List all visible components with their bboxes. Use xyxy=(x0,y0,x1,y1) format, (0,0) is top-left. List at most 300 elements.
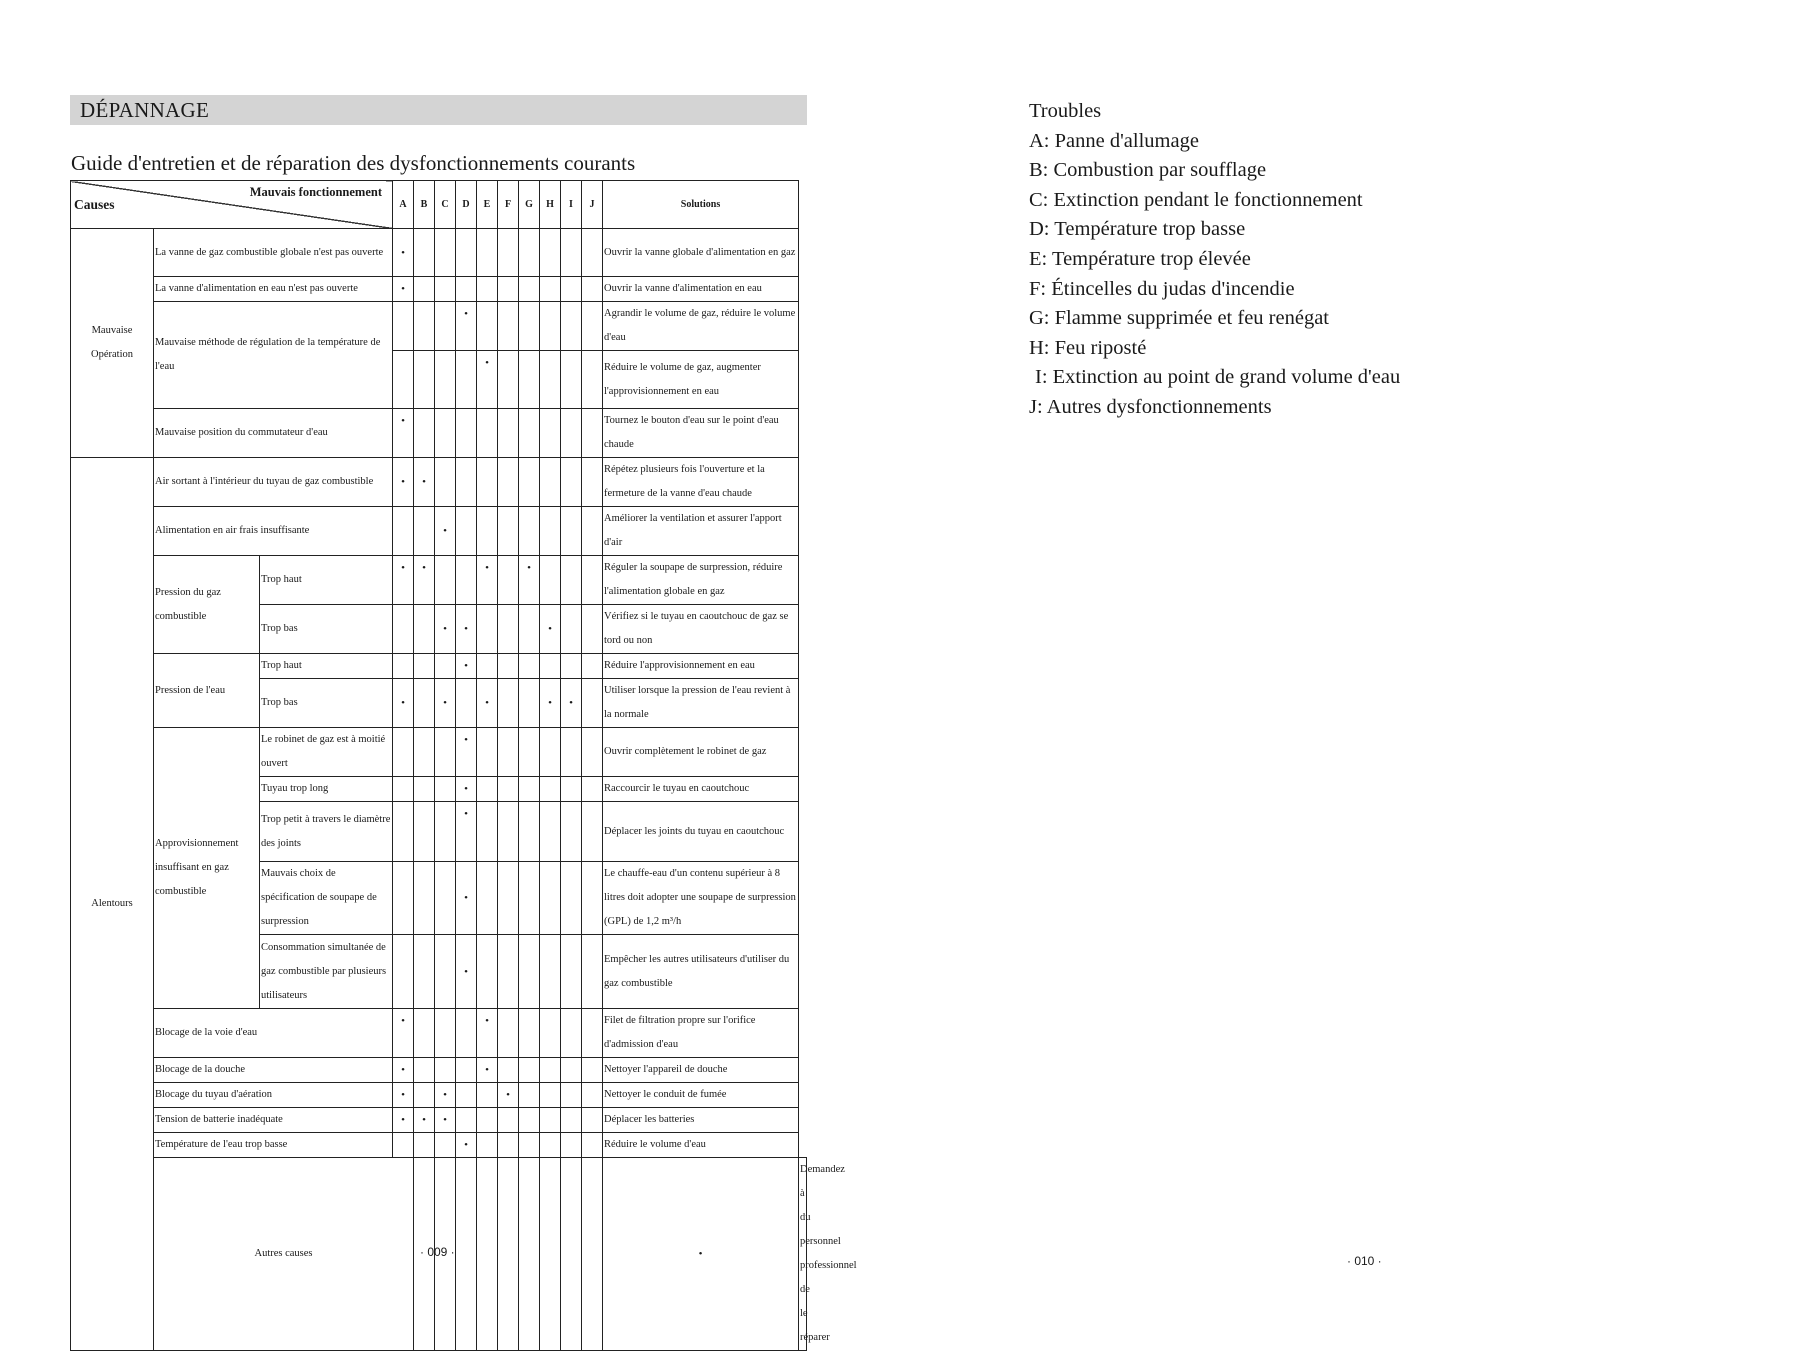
mark-cell-i xyxy=(561,862,582,935)
mark-cell-e xyxy=(477,802,498,862)
mark-cell-i xyxy=(561,802,582,862)
mark-cell-j xyxy=(582,1083,603,1108)
mark-cell-g xyxy=(519,862,540,935)
mark-cell-j: • xyxy=(603,1158,799,1351)
mark-cell-h xyxy=(540,862,561,935)
mark-cell-h xyxy=(540,1009,561,1058)
mark-cell-e xyxy=(498,1158,519,1351)
mark-cell-b: • xyxy=(414,458,435,507)
col-header-d: D xyxy=(456,181,477,229)
solution-cell: Améliorer la ventilation et assurer l'apport d'air xyxy=(603,507,799,556)
solution-cell: Réduire le volume de gaz, augmenter l'approvisionnement en eau xyxy=(603,351,799,409)
mark-cell-b: • xyxy=(414,556,435,605)
mark-cell-h xyxy=(540,777,561,802)
mark-cell-b xyxy=(414,1133,435,1158)
mark-cell-j xyxy=(582,1009,603,1058)
mark-cell-e xyxy=(477,862,498,935)
mark-cell-h xyxy=(540,302,561,351)
mark-cell-d: • xyxy=(456,302,477,351)
right-page xyxy=(900,0,1803,1324)
mark-cell-c: • xyxy=(435,1083,456,1108)
mark-cell-j xyxy=(582,1133,603,1158)
mark-cell-a: • xyxy=(393,556,414,605)
mark-cell-a xyxy=(393,351,414,409)
trouble-item-b: B: Combustion par soufflage xyxy=(1029,159,1267,182)
mark-cell-b xyxy=(414,728,435,777)
mark-cell-a: • xyxy=(393,229,414,277)
mark-cell-d xyxy=(456,1058,477,1083)
table-row xyxy=(71,728,807,777)
mark-cell-e xyxy=(477,777,498,802)
mark-cell-a: • xyxy=(393,1083,414,1108)
trouble-item-g: G: Flamme supprimée et feu renégat xyxy=(1029,307,1329,330)
mark-cell-f xyxy=(498,351,519,409)
mark-cell-c xyxy=(435,458,456,507)
page-number-left: · 009 · xyxy=(420,1245,455,1259)
mark-cell-c xyxy=(435,556,456,605)
mark-cell-j xyxy=(582,409,603,458)
mark-cell-i xyxy=(561,277,582,302)
header-causes: Causes xyxy=(74,197,115,212)
mark-cell-h xyxy=(540,229,561,277)
cause-label: La vanne de gaz combustible globale n'est pas ouverte xyxy=(154,229,393,277)
mark-cell-g xyxy=(519,654,540,679)
mark-cell-g xyxy=(519,1108,540,1133)
table-row xyxy=(71,409,807,458)
cause-label: Mauvaise position du commutateur d'eau xyxy=(154,409,393,458)
mark-cell-f xyxy=(498,556,519,605)
table-row xyxy=(71,1108,807,1133)
mark-cell-e xyxy=(477,1108,498,1133)
mark-cell-i xyxy=(561,351,582,409)
mark-cell-g xyxy=(540,1158,561,1351)
mark-cell-c: • xyxy=(435,605,456,654)
mark-cell-b xyxy=(414,351,435,409)
mark-cell-g xyxy=(519,229,540,277)
mark-cell-g xyxy=(519,728,540,777)
mark-cell-g xyxy=(519,1009,540,1058)
mark-cell-i xyxy=(561,302,582,351)
mark-cell-e: • xyxy=(477,679,498,728)
table-row xyxy=(71,1133,807,1158)
mark-cell-b: • xyxy=(414,1108,435,1133)
mark-cell-a: • xyxy=(393,458,414,507)
mark-cell-d xyxy=(456,1083,477,1108)
mark-cell-i xyxy=(561,1133,582,1158)
solution-cell: Ouvrir complètement le robinet de gaz xyxy=(603,728,799,777)
solution-cell: Nettoyer l'appareil de douche xyxy=(603,1058,799,1083)
mark-cell-f xyxy=(498,302,519,351)
mark-cell-g xyxy=(519,351,540,409)
mark-cell-h: • xyxy=(540,679,561,728)
col-header-e: E xyxy=(477,181,498,229)
mark-cell-a: • xyxy=(393,1058,414,1083)
mark-cell-f xyxy=(498,458,519,507)
mark-cell-g xyxy=(519,507,540,556)
mark-cell-i: • xyxy=(561,679,582,728)
mark-cell-a xyxy=(393,1133,414,1158)
mark-cell-c xyxy=(435,277,456,302)
mark-cell-d xyxy=(456,1108,477,1133)
cause-label: Pression du gaz combustible xyxy=(154,556,260,654)
mark-cell-h xyxy=(540,728,561,777)
trouble-item-c: C: Extinction pendant le fonctionnement xyxy=(1029,188,1363,211)
table-row xyxy=(71,654,807,679)
mark-cell-c xyxy=(435,862,456,935)
mark-cell-c xyxy=(435,1058,456,1083)
mark-cell-g xyxy=(519,802,540,862)
cause-label: Mauvaise méthode de régulation de la température de l'eau xyxy=(154,302,393,409)
mark-cell-f xyxy=(498,777,519,802)
mark-cell-h xyxy=(540,556,561,605)
mark-cell-h xyxy=(540,351,561,409)
table-row xyxy=(71,277,807,302)
solution-cell: Agrandir le volume de gaz, réduire le volume d'eau xyxy=(603,302,799,351)
table-row xyxy=(71,229,807,277)
mark-cell-g xyxy=(519,458,540,507)
mark-cell-c: • xyxy=(435,507,456,556)
mark-cell-i xyxy=(561,507,582,556)
mark-cell-e xyxy=(477,409,498,458)
mark-cell-f: • xyxy=(498,1083,519,1108)
mark-cell-b xyxy=(414,654,435,679)
solution-cell: Tournez le bouton d'eau sur le point d'eau chaude xyxy=(603,409,799,458)
sub-cause-label: Trop bas xyxy=(260,679,393,728)
mark-cell-j xyxy=(582,302,603,351)
mark-cell-e xyxy=(477,654,498,679)
mark-cell-f xyxy=(498,1009,519,1058)
mark-cell-d: • xyxy=(456,862,477,935)
mark-cell-j xyxy=(582,351,603,409)
mark-cell-a xyxy=(393,302,414,351)
sub-cause-label: Consommation simultanée de gaz combustible par plusieurs utilisateurs xyxy=(260,935,393,1009)
mark-cell-c xyxy=(435,229,456,277)
trouble-item-e: E: Température trop élevée xyxy=(1029,247,1251,270)
left-page xyxy=(0,0,900,1343)
group-mauvaise-operation: Mauvaise Opération xyxy=(71,229,154,458)
mark-cell-d xyxy=(456,409,477,458)
mark-cell-g xyxy=(519,679,540,728)
mark-cell-e: • xyxy=(477,351,498,409)
mark-cell-i xyxy=(561,605,582,654)
mark-cell-g xyxy=(519,302,540,351)
troubles-legend xyxy=(1029,97,1400,423)
mark-cell-e xyxy=(477,458,498,507)
mark-cell-g xyxy=(519,605,540,654)
mark-cell-h xyxy=(540,458,561,507)
solution-cell: Nettoyer le conduit de fumée xyxy=(603,1083,799,1108)
mark-cell-d: • xyxy=(456,802,477,862)
mark-cell-a xyxy=(393,605,414,654)
mark-cell-f xyxy=(498,935,519,1009)
table-header-row xyxy=(71,181,807,229)
sub-cause-label: Trop bas xyxy=(260,605,393,654)
mark-cell-b xyxy=(414,229,435,277)
mark-cell-g xyxy=(519,1133,540,1158)
mark-cell-j xyxy=(582,654,603,679)
mark-cell-h xyxy=(540,1058,561,1083)
sub-cause-label: Tuyau trop long xyxy=(260,777,393,802)
col-header-j: J xyxy=(582,181,603,229)
mark-cell-h xyxy=(540,802,561,862)
cause-label: Tension de batterie inadéquate xyxy=(154,1108,393,1133)
mark-cell-j xyxy=(582,458,603,507)
mark-cell-e: • xyxy=(477,556,498,605)
cause-label: Approvisionnement insuffisant en gaz combustible xyxy=(154,728,260,1009)
col-header-b: B xyxy=(414,181,435,229)
mark-cell-e xyxy=(477,302,498,351)
mark-cell-a xyxy=(393,728,414,777)
col-header-c: C xyxy=(435,181,456,229)
mark-cell-f xyxy=(498,277,519,302)
col-header-g: G xyxy=(519,181,540,229)
page-number-right: · 010 · xyxy=(1347,1254,1382,1268)
mark-cell-a xyxy=(393,935,414,1009)
mark-cell-j xyxy=(582,1058,603,1083)
mark-cell-h xyxy=(540,935,561,1009)
mark-cell-e xyxy=(477,605,498,654)
mark-cell-j xyxy=(582,507,603,556)
mark-cell-d xyxy=(456,229,477,277)
mark-cell-g xyxy=(519,777,540,802)
table-row xyxy=(71,1083,807,1108)
header-malfunction: Mauvais fonctionnement xyxy=(249,185,382,199)
mark-cell-e xyxy=(477,277,498,302)
mark-cell-i xyxy=(561,1058,582,1083)
mark-cell-c xyxy=(435,409,456,458)
troubles-heading: Troubles xyxy=(1029,100,1102,122)
col-header-a: A xyxy=(393,181,414,229)
mark-cell-e: • xyxy=(477,1058,498,1083)
mark-cell-e: • xyxy=(477,1009,498,1058)
mark-cell-c xyxy=(435,351,456,409)
mark-cell-c xyxy=(435,935,456,1009)
mark-cell-b xyxy=(414,507,435,556)
mark-cell-b xyxy=(414,935,435,1009)
table-row xyxy=(71,458,807,507)
solution-cell: Utiliser lorsque la pression de l'eau revient à la normale xyxy=(603,679,799,728)
header-diagonal-cell xyxy=(71,181,393,229)
mark-cell-a: • xyxy=(393,1009,414,1058)
solution-cell: Répétez plusieurs fois l'ouverture et la fermeture de la vanne d'eau chaude xyxy=(603,458,799,507)
mark-cell-i xyxy=(561,728,582,777)
table-row xyxy=(71,1058,807,1083)
sub-cause-label: Trop haut xyxy=(260,556,393,605)
mark-cell-e xyxy=(477,1133,498,1158)
solution-cell: Filet de filtration propre sur l'orifice d'admission d'eau xyxy=(603,1009,799,1058)
solution-cell: Le chauffe-eau d'un contenu supérieur à 8 litres doit adopter une soupape de surpression (GPL) de 1,2 m³/h xyxy=(603,862,799,935)
mark-cell-h xyxy=(540,1133,561,1158)
solution-cell: Ouvrir la vanne globale d'alimentation en gaz xyxy=(603,229,799,277)
table-row xyxy=(71,507,807,556)
trouble-item-d: D: Température trop basse xyxy=(1029,218,1246,241)
group-autres-causes: Autres causes xyxy=(154,1158,414,1351)
cause-label: Pression de l'eau xyxy=(154,654,260,728)
mark-cell-d: • xyxy=(456,654,477,679)
mark-cell-i xyxy=(561,654,582,679)
mark-cell-f xyxy=(519,1158,540,1351)
col-header-i: I xyxy=(561,181,582,229)
mark-cell-d xyxy=(456,507,477,556)
mark-cell-i xyxy=(561,1108,582,1133)
mark-cell-d xyxy=(456,458,477,507)
mark-cell-b xyxy=(414,802,435,862)
mark-cell-d: • xyxy=(456,935,477,1009)
solution-cell: Réduire le volume d'eau xyxy=(603,1133,799,1158)
mark-cell-f xyxy=(498,728,519,777)
mark-cell-f xyxy=(498,1058,519,1083)
mark-cell-a xyxy=(393,777,414,802)
solution-cell: Réguler la soupape de surpression, réduire l'alimentation globale en gaz xyxy=(603,556,799,605)
cause-label: La vanne d'alimentation en eau n'est pas ouverte xyxy=(154,277,393,302)
mark-cell-c xyxy=(435,728,456,777)
mark-cell-b xyxy=(414,679,435,728)
mark-cell-f xyxy=(498,1108,519,1133)
cause-label: Alimentation en air frais insuffisante xyxy=(154,507,393,556)
cause-label: Blocage de la douche xyxy=(154,1058,393,1083)
mark-cell-d xyxy=(456,556,477,605)
trouble-item-h: H: Feu riposté xyxy=(1029,336,1147,359)
mark-cell-h xyxy=(561,1158,582,1351)
section-heading: DÉPANNAGE xyxy=(70,95,807,125)
mark-cell-d: • xyxy=(456,605,477,654)
mark-cell-j xyxy=(582,728,603,777)
mark-cell-c xyxy=(435,777,456,802)
mark-cell-j xyxy=(582,229,603,277)
mark-cell-f xyxy=(498,1133,519,1158)
cause-label: Air sortant à l'intérieur du tuyau de gaz combustible xyxy=(154,458,393,507)
mark-cell-b xyxy=(414,409,435,458)
mark-cell-b xyxy=(414,1058,435,1083)
mark-cell-e xyxy=(477,1083,498,1108)
group-alentours: Alentours xyxy=(71,458,154,1351)
mark-cell-j xyxy=(582,777,603,802)
mark-cell-d xyxy=(456,277,477,302)
cause-label: Température de l'eau trop basse xyxy=(154,1133,393,1158)
solution-cell: Déplacer les joints du tuyau en caoutchouc xyxy=(603,802,799,862)
table-row xyxy=(71,1009,807,1058)
mark-cell-c xyxy=(435,1133,456,1158)
solution-cell: Empêcher les autres utilisateurs d'utiliser du gaz combustible xyxy=(603,935,799,1009)
mark-cell-i xyxy=(561,409,582,458)
mark-cell-f xyxy=(498,507,519,556)
col-header-h: H xyxy=(540,181,561,229)
sub-cause-label: Trop petit à travers le diamètre des joints xyxy=(260,802,393,862)
trouble-item-f: F: Étincelles du judas d'incendie xyxy=(1029,277,1295,300)
mark-cell-a: • xyxy=(393,679,414,728)
mark-cell-g xyxy=(519,277,540,302)
mark-cell-b xyxy=(414,1009,435,1058)
mark-cell-j xyxy=(582,556,603,605)
mark-cell-f xyxy=(498,229,519,277)
mark-cell-c xyxy=(435,1009,456,1058)
mark-cell-c: • xyxy=(435,1108,456,1133)
mark-cell-j xyxy=(582,935,603,1009)
mark-cell-j xyxy=(582,277,603,302)
mark-cell-h xyxy=(540,654,561,679)
mark-cell-b xyxy=(414,277,435,302)
mark-cell-d xyxy=(456,351,477,409)
mark-cell-e xyxy=(477,935,498,1009)
mark-cell-f xyxy=(498,605,519,654)
mark-cell-a: • xyxy=(393,409,414,458)
mark-cell-a xyxy=(393,802,414,862)
mark-cell-f xyxy=(498,409,519,458)
mark-cell-d: • xyxy=(456,728,477,777)
mark-cell-f xyxy=(498,679,519,728)
solution-cell: Raccourcir le tuyau en caoutchouc xyxy=(603,777,799,802)
mark-cell-j xyxy=(582,605,603,654)
col-header-solutions: Solutions xyxy=(603,181,799,229)
mark-cell-d: • xyxy=(456,777,477,802)
mark-cell-j xyxy=(582,679,603,728)
mark-cell-c xyxy=(435,302,456,351)
mark-cell-j xyxy=(582,802,603,862)
mark-cell-i xyxy=(561,229,582,277)
trouble-item-j: J: Autres dysfonctionnements xyxy=(1029,395,1272,418)
mark-cell-i xyxy=(561,556,582,605)
mark-cell-h xyxy=(540,1083,561,1108)
troubleshooting-table xyxy=(70,180,857,1351)
cause-label: Blocage du tuyau d'aération xyxy=(154,1083,393,1108)
mark-cell-h: • xyxy=(540,605,561,654)
mark-cell-j xyxy=(582,862,603,935)
trouble-item-a: A: Panne d'allumage xyxy=(1029,129,1199,152)
mark-cell-g xyxy=(519,1058,540,1083)
mark-cell-e xyxy=(477,728,498,777)
mark-cell-d xyxy=(477,1158,498,1351)
mark-cell-b xyxy=(414,605,435,654)
mark-cell-e xyxy=(477,229,498,277)
solution-cell: Ouvrir la vanne d'alimentation en eau xyxy=(603,277,799,302)
mark-cell-b xyxy=(414,302,435,351)
guide-title: Guide d'entretien et de réparation des dysfonctionnements courants xyxy=(71,151,636,175)
mark-cell-g xyxy=(519,409,540,458)
mark-cell-c xyxy=(435,802,456,862)
mark-cell-d: • xyxy=(456,1133,477,1158)
mark-cell-h xyxy=(540,409,561,458)
mark-cell-b xyxy=(414,1083,435,1108)
solution-cell: Réduire l'approvisionnement en eau xyxy=(603,654,799,679)
col-header-f: F xyxy=(498,181,519,229)
cause-label: Blocage de la voie d'eau xyxy=(154,1009,393,1058)
mark-cell-d xyxy=(456,679,477,728)
mark-cell-b xyxy=(414,777,435,802)
solution-cell: Vérifiez si le tuyau en caoutchouc de gaz se tord ou non xyxy=(603,605,799,654)
sub-cause-label: Trop haut xyxy=(260,654,393,679)
trouble-item-i: I: Extinction au point de grand volume d'eau xyxy=(1035,366,1401,389)
mark-cell-h xyxy=(540,277,561,302)
mark-cell-a: • xyxy=(393,277,414,302)
mark-cell-i xyxy=(561,935,582,1009)
mark-cell-c xyxy=(456,1158,477,1351)
mark-cell-g: • xyxy=(519,556,540,605)
mark-cell-a: • xyxy=(393,1108,414,1133)
mark-cell-c: • xyxy=(435,679,456,728)
mark-cell-d xyxy=(456,1009,477,1058)
mark-cell-i xyxy=(561,458,582,507)
mark-cell-h xyxy=(540,1108,561,1133)
mark-cell-f xyxy=(498,862,519,935)
mark-cell-i xyxy=(561,1009,582,1058)
solution-cell: Déplacer les batteries xyxy=(603,1108,799,1133)
sub-cause-label: Mauvais choix de spécification de soupape de surpression xyxy=(260,862,393,935)
mark-cell-i xyxy=(561,777,582,802)
mark-cell-g xyxy=(519,1083,540,1108)
mark-cell-i xyxy=(561,1083,582,1108)
table-row xyxy=(71,556,807,605)
mark-cell-f xyxy=(498,654,519,679)
